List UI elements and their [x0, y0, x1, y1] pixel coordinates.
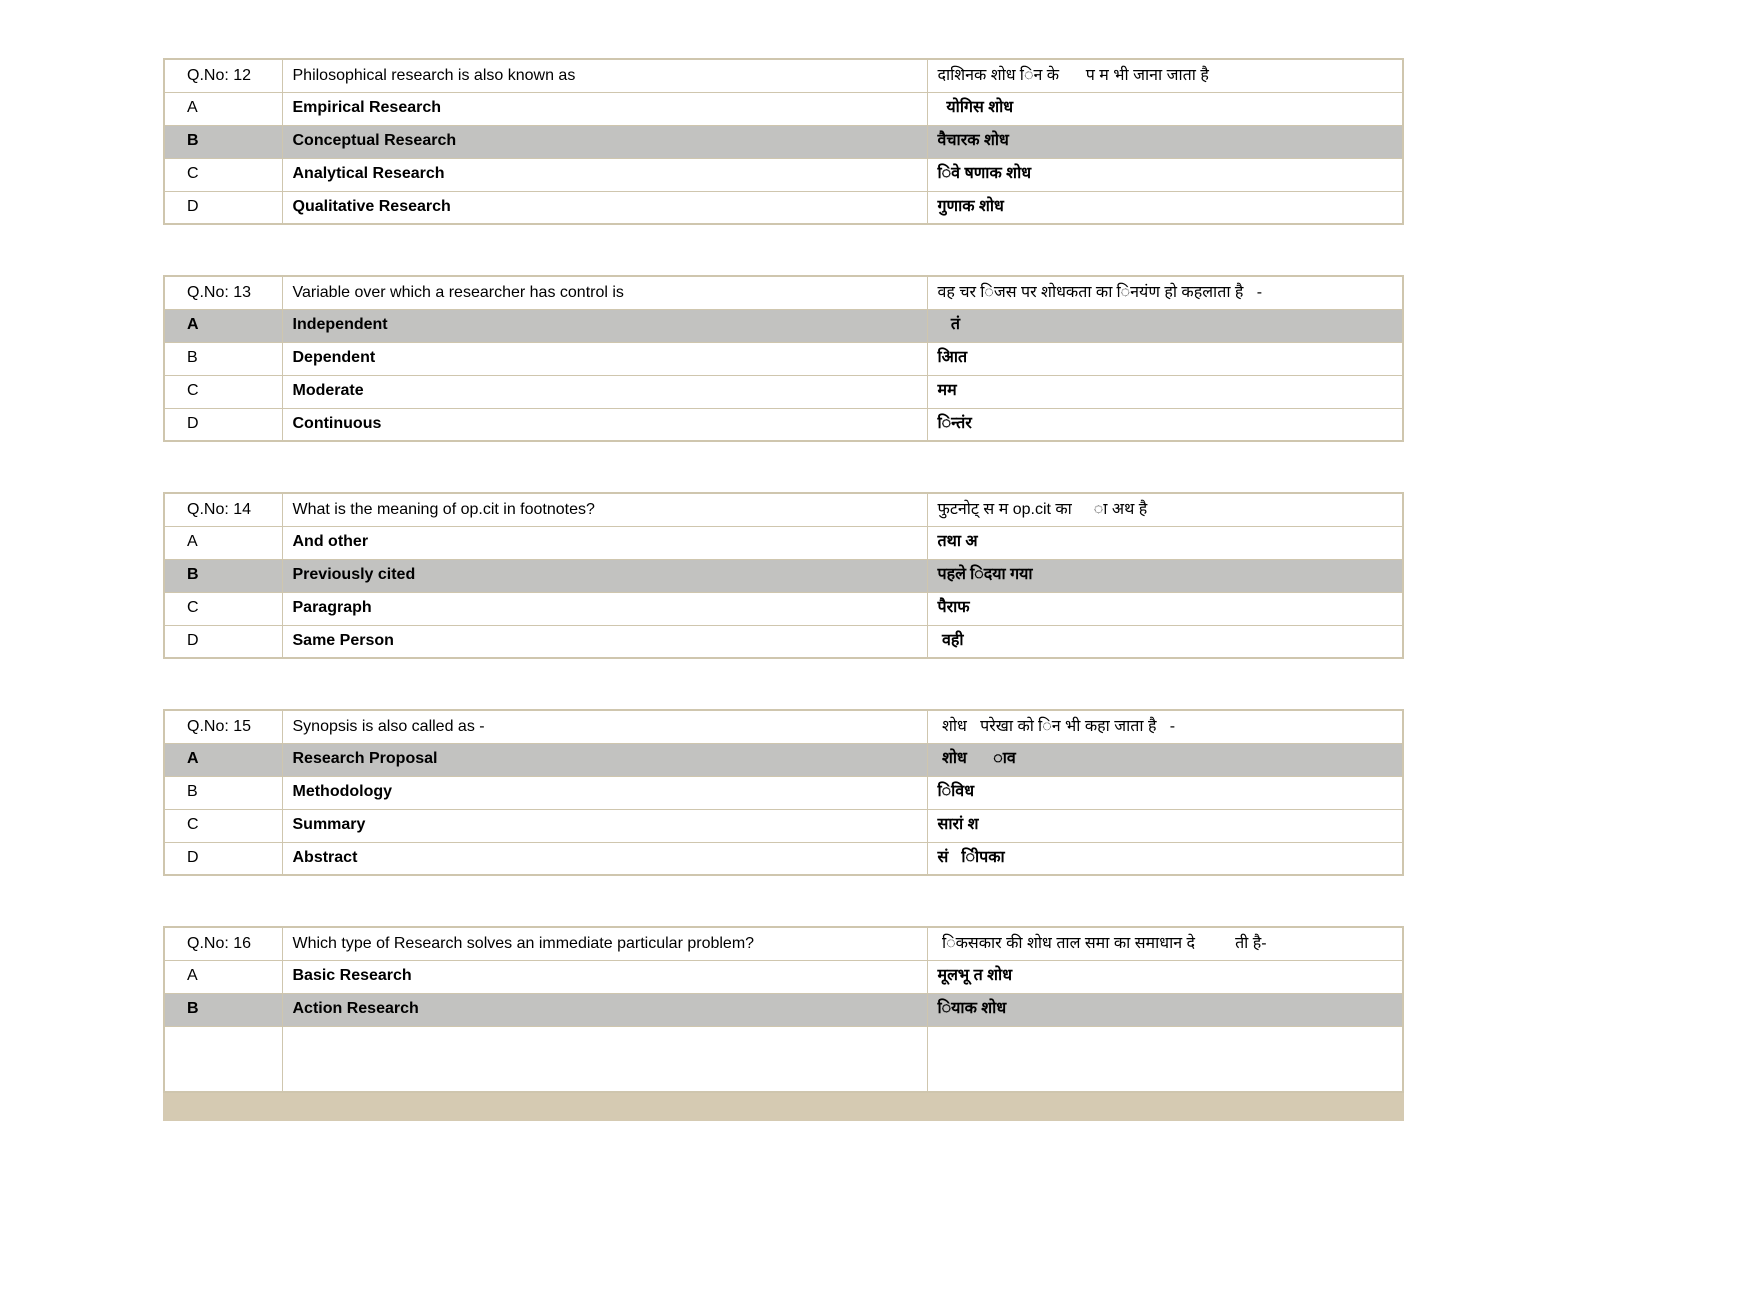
option-letter: A — [164, 92, 282, 125]
option-text-english: Continuous — [282, 408, 927, 441]
question-text-hindi: दाशिनक शोध िन के प म भी जाना जाता है — [927, 59, 1403, 92]
option-row — [164, 408, 1403, 441]
question-number: Q.No: 12 — [164, 59, 282, 92]
question-text-english: Philosophical research is also known as — [282, 59, 927, 92]
option-letter: D — [164, 191, 282, 224]
option-text-english: Action Research — [282, 993, 927, 1026]
option-text-english: Methodology — [282, 776, 927, 809]
option-letter: C — [164, 592, 282, 625]
option-text-english: Summary — [282, 809, 927, 842]
option-letter: C — [164, 809, 282, 842]
option-text-hindi: सारां श — [927, 809, 1403, 842]
option-text-hindi: पैराफ — [927, 592, 1403, 625]
question-text-english: Which type of Research solves an immediate particular problem? — [282, 927, 927, 960]
option-row — [164, 526, 1403, 559]
option-letter: D — [164, 408, 282, 441]
option-letter: B — [164, 342, 282, 375]
option-row — [164, 592, 1403, 625]
question-text-hindi: िकसकार की शोध ताल समा का समाधान दे ती है- — [927, 927, 1403, 960]
option-row — [164, 191, 1403, 224]
option-text-hindi: पहले िदया गया — [927, 559, 1403, 592]
question-text-english: What is the meaning of op.cit in footnotes? — [282, 493, 927, 526]
question-row — [164, 493, 1403, 526]
option-text-english: Abstract — [282, 842, 927, 875]
option-text-english: Analytical Research — [282, 158, 927, 191]
option-text-english: Empirical Research — [282, 92, 927, 125]
question-table — [163, 709, 1404, 876]
option-text-hindi: िविध — [927, 776, 1403, 809]
empty-cell — [282, 1026, 927, 1092]
question-text-hindi: फुटनोट् स म op.cit का ा अथ है — [927, 493, 1403, 526]
option-text-english: Independent — [282, 309, 927, 342]
option-text-english: And other — [282, 526, 927, 559]
option-row — [164, 809, 1403, 842]
option-text-hindi: वैचारक शोध — [927, 125, 1403, 158]
question-number: Q.No: 13 — [164, 276, 282, 309]
option-row — [164, 375, 1403, 408]
option-text-english: Qualitative Research — [282, 191, 927, 224]
question-row — [164, 927, 1403, 960]
option-row — [164, 92, 1403, 125]
option-text-hindi: ियाक शोध — [927, 993, 1403, 1026]
option-text-hindi: मूलभू त शोध — [927, 960, 1403, 993]
option-text-english: Previously cited — [282, 559, 927, 592]
option-letter: A — [164, 960, 282, 993]
option-text-hindi: वही — [927, 625, 1403, 658]
option-row — [164, 842, 1403, 875]
question-table — [163, 275, 1404, 442]
option-letter: A — [164, 309, 282, 342]
option-letter: D — [164, 625, 282, 658]
question-table — [163, 492, 1404, 659]
option-text-english: Dependent — [282, 342, 927, 375]
option-text-hindi: सं िीपका — [927, 842, 1403, 875]
option-letter: B — [164, 993, 282, 1026]
document-page — [163, 58, 1404, 1121]
option-text-hindi: गुणाक शोध — [927, 191, 1403, 224]
option-letter: C — [164, 375, 282, 408]
option-row-correct — [164, 125, 1403, 158]
question-text-english: Synopsis is also called as - — [282, 710, 927, 743]
option-row — [164, 776, 1403, 809]
question-text-english: Variable over which a researcher has control is — [282, 276, 927, 309]
question-number: Q.No: 16 — [164, 927, 282, 960]
question-number: Q.No: 14 — [164, 493, 282, 526]
option-row — [164, 625, 1403, 658]
option-letter: A — [164, 743, 282, 776]
option-row-correct — [164, 743, 1403, 776]
option-text-english: Research Proposal — [282, 743, 927, 776]
question-row — [164, 276, 1403, 309]
option-letter: B — [164, 776, 282, 809]
question-row — [164, 59, 1403, 92]
option-text-hindi: िन्तंर — [927, 408, 1403, 441]
option-letter: B — [164, 125, 282, 158]
empty-cell — [164, 1026, 282, 1092]
question-table — [163, 926, 1404, 1093]
option-row — [164, 158, 1403, 191]
question-table — [163, 58, 1404, 225]
option-text-english: Paragraph — [282, 592, 927, 625]
option-row-correct — [164, 309, 1403, 342]
option-text-hindi: शोध ाव — [927, 743, 1403, 776]
empty-cell — [927, 1026, 1403, 1092]
option-row — [164, 960, 1403, 993]
option-letter: A — [164, 526, 282, 559]
option-row — [164, 342, 1403, 375]
option-text-hindi: तथा अ — [927, 526, 1403, 559]
option-text-english: Basic Research — [282, 960, 927, 993]
option-text-hindi: मम — [927, 375, 1403, 408]
empty-row — [164, 1026, 1403, 1092]
bottom-tan-bar — [163, 1093, 1404, 1121]
option-text-english: Conceptual Research — [282, 125, 927, 158]
question-number: Q.No: 15 — [164, 710, 282, 743]
option-text-hindi: िवे षणाक शोध — [927, 158, 1403, 191]
option-letter: D — [164, 842, 282, 875]
question-row — [164, 710, 1403, 743]
option-text-english: Same Person — [282, 625, 927, 658]
option-text-hindi: योगिस शोध — [927, 92, 1403, 125]
option-row-correct — [164, 559, 1403, 592]
option-text-hindi: तं — [927, 309, 1403, 342]
option-text-hindi: आित — [927, 342, 1403, 375]
question-text-hindi: वह चर िजस पर शोधकता का िनयंण हो कहलाता है - — [927, 276, 1403, 309]
option-letter: B — [164, 559, 282, 592]
question-text-hindi: शोध परेखा को िन भी कहा जाता है - — [927, 710, 1403, 743]
option-text-english: Moderate — [282, 375, 927, 408]
option-row-correct — [164, 993, 1403, 1026]
option-letter: C — [164, 158, 282, 191]
